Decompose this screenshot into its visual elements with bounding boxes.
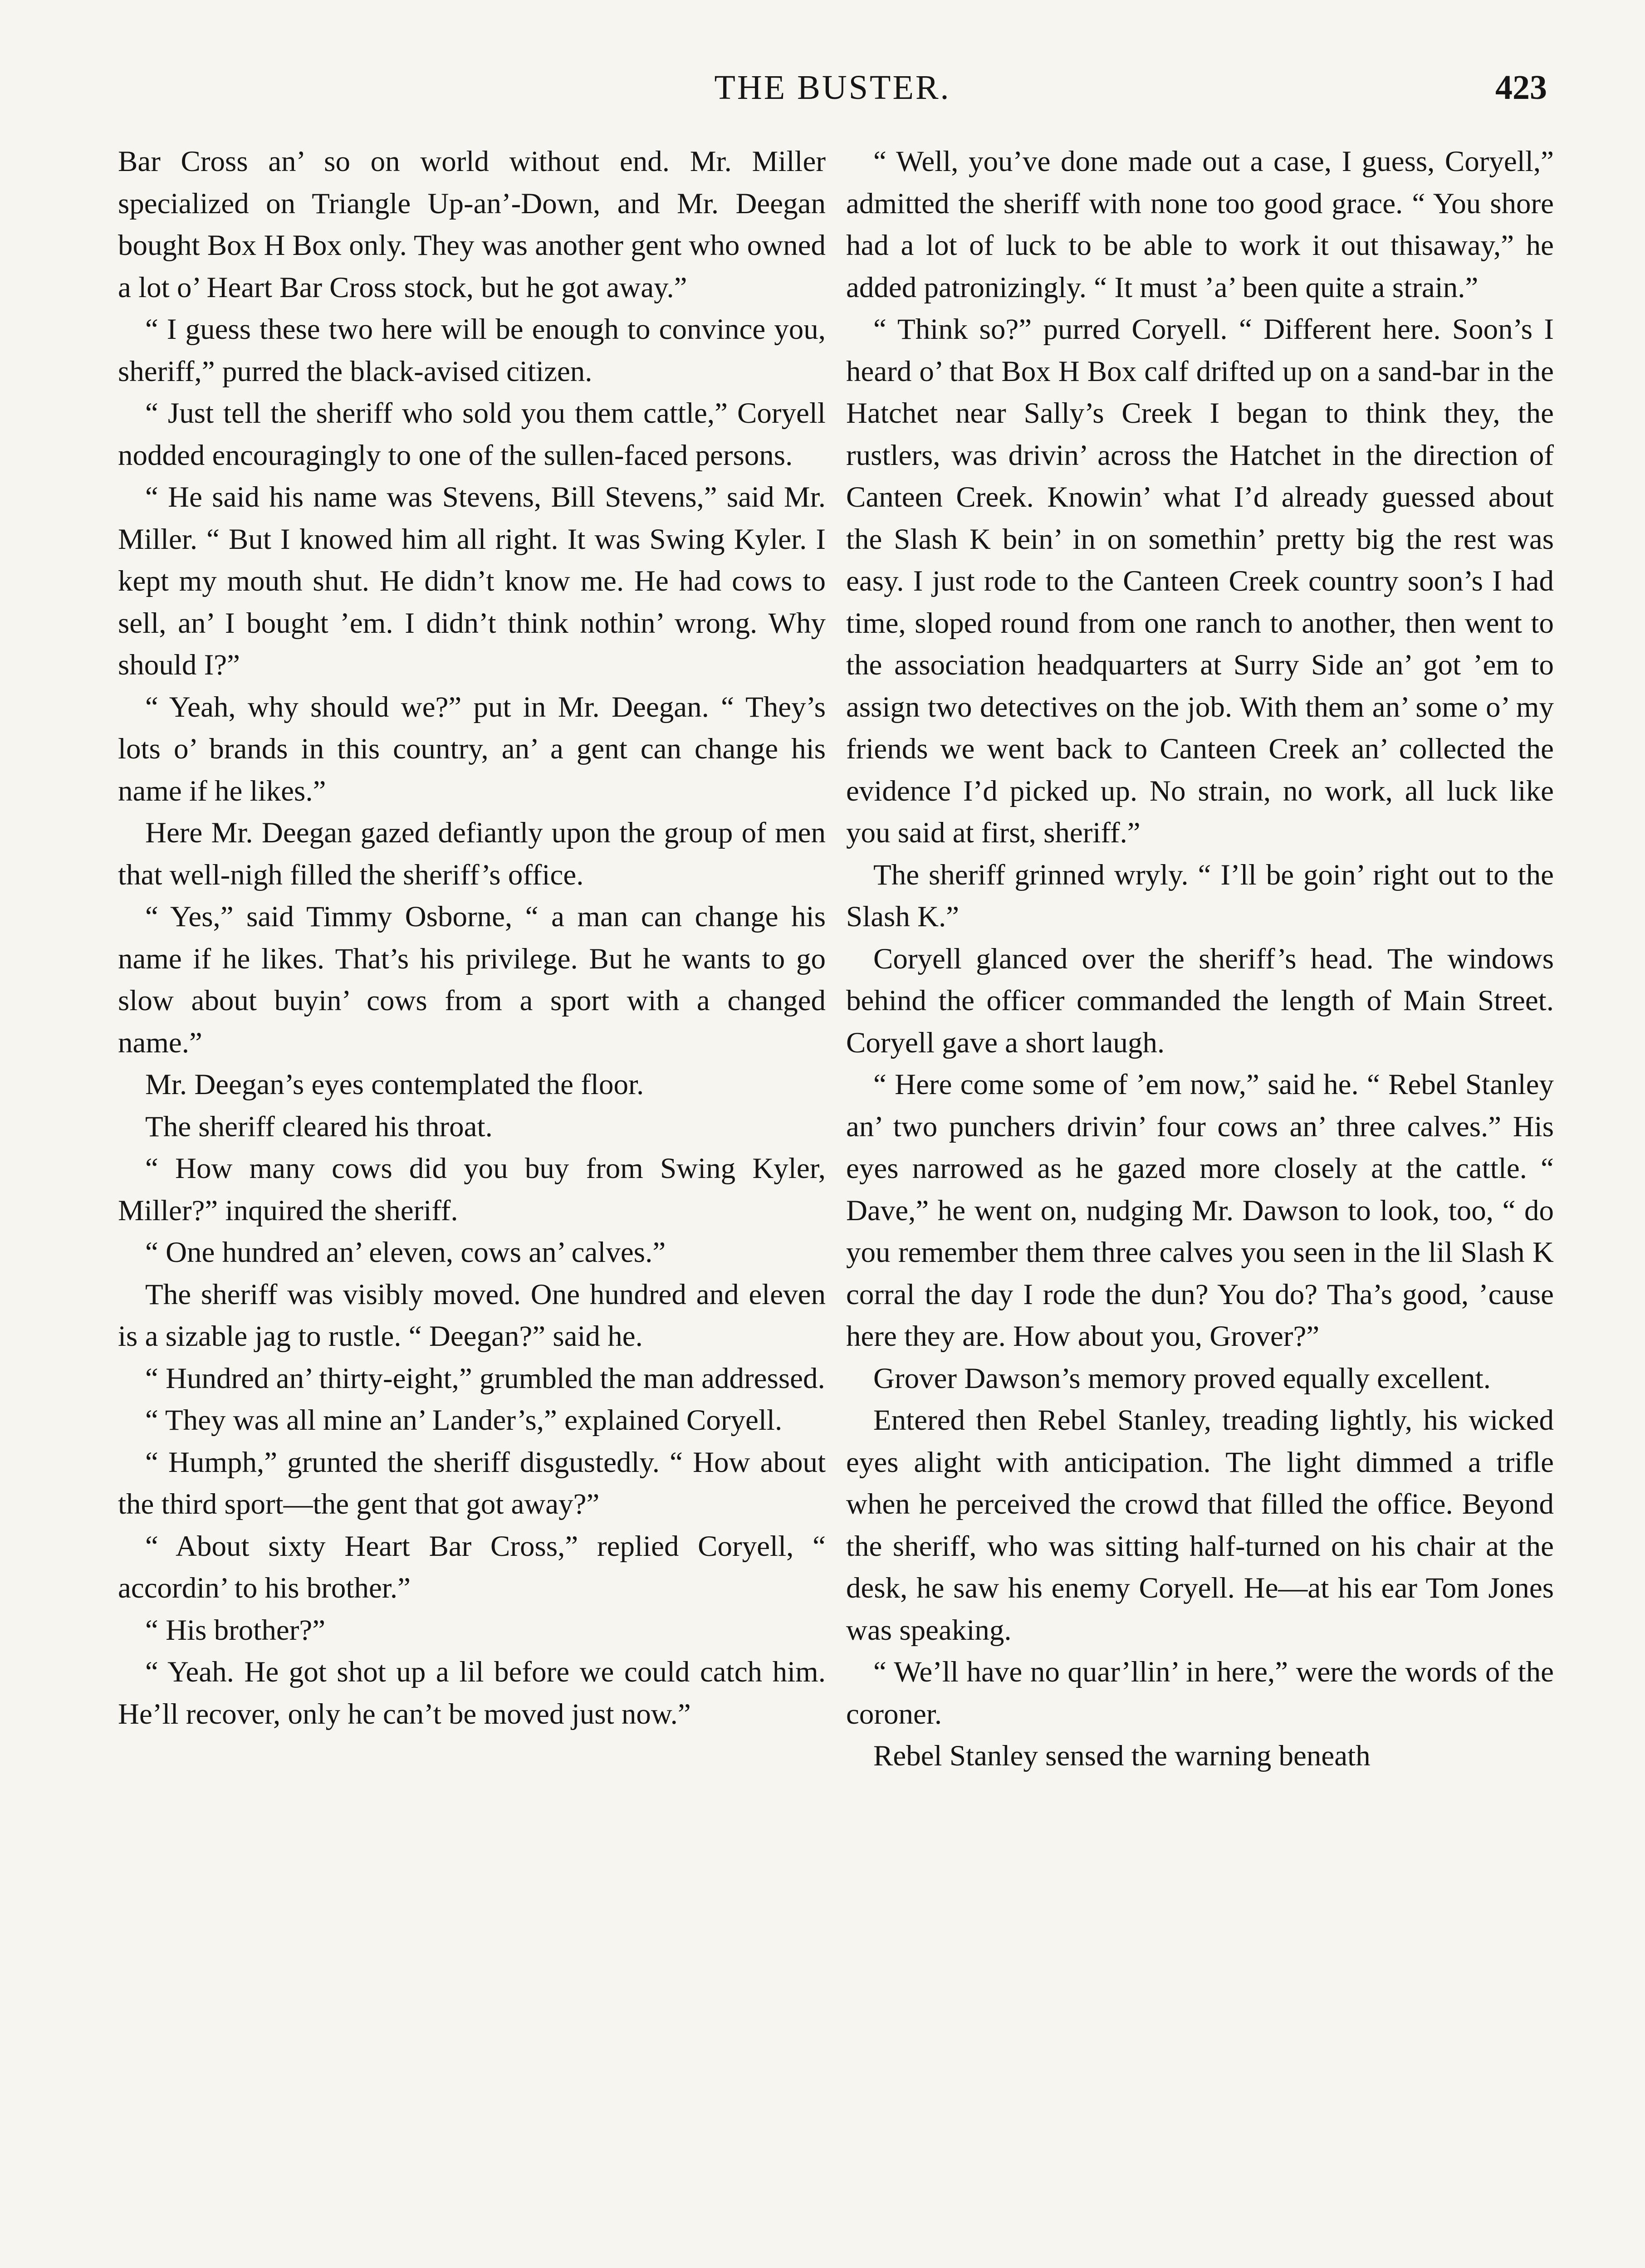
paragraph: Bar Cross an’ so on world without end. Mr. Miller specialized on Triangle Up-an’-Down, and Mr. Deegan bought Box H Box only. They was another gent who owned a lot o’ Heart Bar Cross stock, but he got away.” (118, 145, 826, 304)
paragraph: “ Hundred an’ thirty-eight,” grumbled the man addressed. (145, 1362, 825, 1395)
paragraph: “ We’ll have no quar’llin’ in here,” were the words of the coroner. (846, 1656, 1554, 1730)
paragraph: “ Well, you’ve done made out a case, I guess, Coryell,” admitted the sheriff with none too good grace. “ You shore had a lot of luck to be able to work it out thisaway,” he added patronizingly. “ It must ’a’ been quite a strain.” (846, 145, 1554, 304)
running-title: THE BUSTER. (714, 68, 951, 107)
paragraph: The sheriff grinned wryly. “ I’ll be goin’ right out to the Slash K.” (846, 858, 1554, 933)
paragraph: Entered then Rebel Stanley, treading lightly, his wicked eyes alight with anticipation. The light dimmed a trifle when he perceived the crowd that filled the office. Beyond the sheriff, who was sitting half-turned on his chair at the desk, he saw his enemy Coryell. He—at his ear Tom Jones was speaking. (846, 1404, 1554, 1647)
paragraph: Mr. Deegan’s eyes contemplated the floor. (145, 1068, 644, 1101)
paragraph: The sheriff cleared his throat. (145, 1110, 493, 1143)
paragraph: “ One hundred an’ eleven, cows an’ calves.” (145, 1236, 666, 1269)
paragraph: “ He said his name was Stevens, Bill Stevens,” said Mr. Miller. “ But I knowed him all right. It was Swing Kyler. I kept my mouth shut. He didn’t know me. He had cows to sell, an’ I bought ’em. I didn’t think nothin’ wrong. Why should I?” (118, 481, 826, 681)
paragraph: “ Think so?” purred Coryell. “ Different here. Soon’s I heard o’ that Box H Box calf drifted up on a sand-bar in the Hatchet near Sally’s Creek I began to think they, the rustlers, was drivin’ across the Hatchet in the direction of Canteen Creek. Knowin’ what I’d already guessed about the Slash K bein’ in on somethin’ pretty big the rest was easy. I just rode to the Canteen Creek country soon’s I had time, sloped round from one ranch to another, then went to the association headquarters at Surry Side an’ got ’em to assign two detectives on the job. With them an’ some o’ my friends we went back to Canteen Creek an’ collected the evidence I’d picked up. No strain, no work, all luck like you said at first, sheriff.” (846, 313, 1554, 849)
paragraph: “ About sixty Heart Bar Cross,” replied Coryell, “ accordin’ to his brother.” (118, 1530, 826, 1604)
paragraph: Here Mr. Deegan gazed defiantly upon the group of men that well-nigh filled the sheriff’s office. (118, 816, 826, 891)
paragraph: Grover Dawson’s memory proved equally excellent. (873, 1362, 1491, 1395)
paragraph: “ How many cows did you buy from Swing Kyler, Miller?” inquired the sheriff. (118, 1152, 826, 1227)
right-column (846, 141, 1554, 2268)
paragraph: “ Humph,” grunted the sheriff disgustedly. “ How about the third sport—the gent that got away?” (118, 1446, 826, 1520)
page-number: 423 (1495, 68, 1547, 107)
paragraph: “ Here come some of ’em now,” said he. “ Rebel Stanley an’ two punchers drivin’ four cows an’ three calves.” His eyes narrowed as he gazed more closely at the cattle. “ Dave,” he went on, nudging Mr. Dawson to look, too, “ do you remember them three calves you seen in the lil Slash K corral the day I rode the dun? You do? Tha’s good, ’cause here they are. How about you, Grover?” (846, 1068, 1554, 1353)
paragraph: “ They was all mine an’ Lander’s,” explained Coryell. (145, 1404, 783, 1437)
paragraph: “ His brother?” (145, 1613, 326, 1647)
paragraph: “ Just tell the sheriff who sold you them cattle,” Coryell nodded encouragingly to one of the sullen-faced persons. (118, 397, 826, 472)
page-header (118, 68, 1547, 122)
paragraph: Rebel Stanley sensed the warning beneath (873, 1740, 1371, 1772)
paragraph: “ Yes,” said Timmy Osborne, “ a man can change his name if he likes. That’s his privilege. But he wants to go slow about buyin’ cows from a sport with a changed name.” (118, 900, 826, 1059)
paragraph: Coryell glanced over the sheriff’s head. The windows behind the officer commanded the length of Main Street. Coryell gave a short laugh. (846, 942, 1554, 1059)
paragraph: The sheriff was visibly moved. One hundred and eleven is a sizable jag to rustle. “ Deegan?” said he. (118, 1278, 826, 1353)
left-column (118, 141, 826, 2268)
paragraph: “ Yeah, why should we?” put in Mr. Deegan. “ They’s lots o’ brands in this country, an’ a gent can change his name if he likes.” (118, 690, 826, 807)
paragraph: “ I guess these two here will be enough to convince you, sheriff,” purred the black-avised citizen. (118, 313, 826, 388)
paragraph: “ Yeah. He got shot up a lil before we could catch him. He’ll recover, only he can’t be moved just now.” (118, 1656, 826, 1730)
